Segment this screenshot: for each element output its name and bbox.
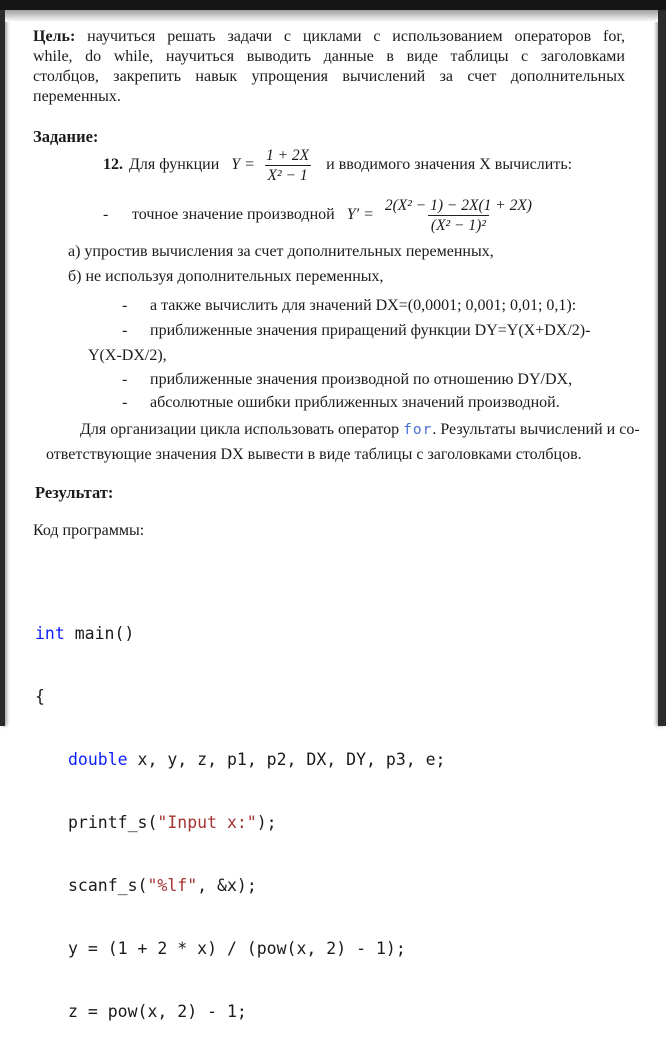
list-item [122,371,572,389]
list-item-text: приближенные значения приращений функции DY=Y(X+DX/2)- [150,322,591,339]
viewer-right-edge [658,0,666,726]
code-line [35,812,446,833]
dash-bullet: - [122,322,128,339]
list-item-text: абсолютные ошибки приближенных значений производной. [150,394,560,411]
code-heading: Код программы: [33,522,145,539]
loop-note-text: . Результаты вычислений и со- [432,421,640,438]
string-literal: "Input x:" [157,813,257,832]
code-text: ); [256,813,277,832]
loop-note-line2: ответствующие значения DX вывести в виде таблицы с заголовками столбцов. [46,446,582,463]
code-line [35,749,446,770]
code-line: z = pow(x, 2) - 1; [68,1002,247,1021]
fraction-denominator: (X² − 1)² [428,215,489,235]
code-line [35,875,446,896]
task-item-12 [103,144,572,186]
code-text: , &x); [197,876,257,895]
viewer-left-edge [0,0,5,726]
code-text: printf_s( [68,813,158,832]
subitem-a: а) упростив вычисления за счет дополнительных переменных, [68,243,494,260]
code-text: x, y, z, p1, p2, DX, DY, p3, e; [127,750,446,769]
keyword-int: int [35,624,65,643]
list-item [122,322,590,340]
subitem-b: б) не используя дополнительных переменных, [68,268,384,285]
derivative-item [103,193,541,237]
goal-line [33,27,625,47]
task-number: 12. [103,156,123,173]
code-text: main() [64,624,135,643]
fraction-numerator: 2(X² − 1) − 2X(1 + 2X) [384,196,532,214]
list-item [122,297,576,315]
goal-label: Цель: [33,28,76,45]
goal-line: переменных. [33,88,121,105]
code-line: { [35,687,45,706]
task-text-after: и вводимого значения X вычислить: [326,156,573,173]
code-line: y = (1 + 2 * x) / (pow(x, 2) - 1); [68,939,406,958]
list-item-text: а также вычислить для значений DX=(0,0001; 0,001; 0,01; 0,1): [150,297,577,314]
dash-bullet: - [122,371,128,388]
fraction-denominator: X² − 1 [265,165,311,185]
list-item-continuation: Y(X-DX/2), [88,347,167,364]
task-text-before: Для функции [129,156,220,173]
for-keyword: for [403,422,433,438]
goal-paragraph [33,27,625,107]
code-block [35,581,446,1064]
derivative-fraction [382,196,535,235]
list-item-text: приближенные значения производной по отношению DY/DX, [150,371,573,388]
derivative-text: точное значение производной [132,206,335,223]
page-top-shadow [5,10,658,22]
loop-note-line1 [80,420,640,440]
dash-bullet: - [122,297,128,314]
result-heading: Результат: [35,483,114,502]
function-fraction [263,146,312,185]
string-literal: "%lf" [147,876,198,895]
dash-bullet: - [103,206,109,223]
goal-line: while, do while, научиться выводить данные в виде таблицы с заголовками [33,48,625,65]
goal-line: столбцов, закрепить навык упрощения вычислений за счет дополнительных [33,68,625,85]
code-line [35,623,446,644]
formula-lhs: Y = [231,156,255,173]
fraction-numerator: 1 + 2X [265,146,310,164]
task-heading: Задание: [33,127,99,146]
goal-line-text: научиться решать задачи с циклами с использованием операторов for, [87,28,626,45]
derivative-lhs: Y′ = [346,206,374,223]
keyword-double: double [68,750,128,769]
code-text: scanf_s( [68,876,148,895]
viewer-top-bar [0,0,666,10]
loop-note-text: Для организации цикла использовать оператор [80,421,404,438]
dash-bullet: - [122,394,128,411]
list-item [122,394,560,412]
